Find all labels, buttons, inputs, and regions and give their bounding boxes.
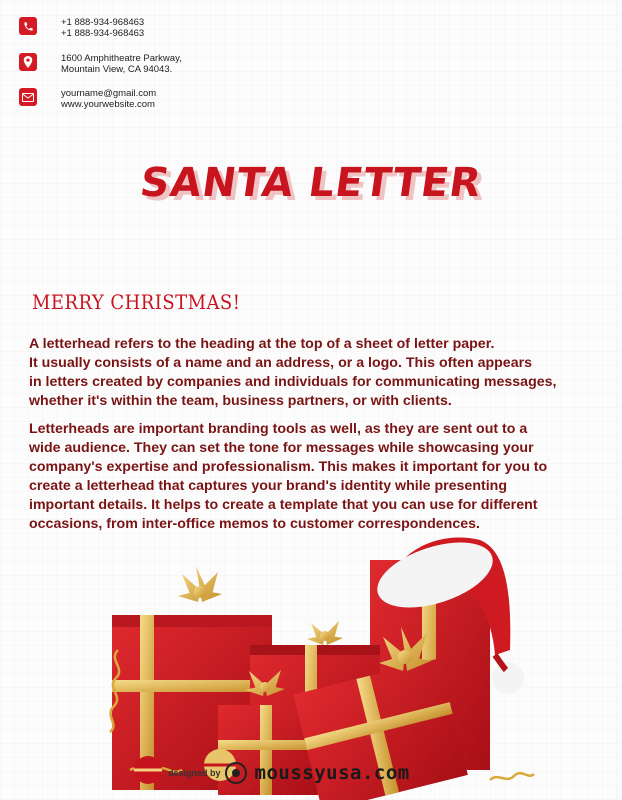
designer-credit: [168, 762, 410, 784]
phone-number-1: +1 888-934-968463: [61, 17, 145, 28]
address-line-2: Mountain View, CA 94043.: [61, 64, 173, 75]
paragraph-1-line: A letterhead refers to the heading at the top of a sheet of letter paper.: [29, 336, 495, 352]
contact-email-row: [19, 88, 156, 110]
envelope-icon: [19, 88, 37, 106]
paragraph-1-line: It usually consists of a name and an address, or a logo. This often appears: [29, 355, 532, 371]
body-paragraph-1: [29, 335, 604, 411]
paragraph-2-line: company's expertise and professionalism. This makes it important for you to: [29, 459, 548, 475]
contact-address-row: [19, 53, 182, 75]
location-pin-icon: [19, 53, 37, 71]
site-name: moussyusa.com: [254, 762, 410, 784]
email-address: yourname@gmail.com: [61, 88, 157, 99]
address-line-1: 1600 Amphitheatre Parkway,: [61, 53, 182, 64]
paragraph-2-line: wide audience. They can set the tone for messages while showcasing your: [29, 440, 534, 456]
paragraph-2-line: Letterheads are important branding tools as well, as they are sent out to a: [29, 421, 528, 437]
paragraph-2-line: occasions, from inter-office memos to customer correspondences.: [29, 516, 480, 532]
paragraph-2-line: important details. It helps to create a template that you can use for different: [29, 497, 538, 513]
designed-by-label: designed by: [168, 768, 221, 778]
paragraph-1-line: whether it's within the team, business partners, or with clients.: [29, 393, 452, 409]
contact-phone-row: [19, 17, 144, 39]
phone-number-2: +1 888-934-968463: [61, 28, 145, 39]
christmas-gifts-illustration: [100, 530, 540, 800]
camera-icon: [225, 762, 247, 784]
greeting: MERRY CHRISTMAS!: [32, 290, 241, 314]
website-url: www.yourwebsite.com: [61, 99, 155, 110]
paragraph-1-line: in letters created by companies and individuals for communicating messages,: [29, 374, 557, 390]
body-paragraph-2: [29, 420, 604, 534]
paragraph-2-line: create a letterhead that captures your brand's identity while presenting: [29, 478, 507, 494]
phone-icon: [19, 17, 37, 35]
page-title: SANTA LETTER: [137, 160, 485, 206]
